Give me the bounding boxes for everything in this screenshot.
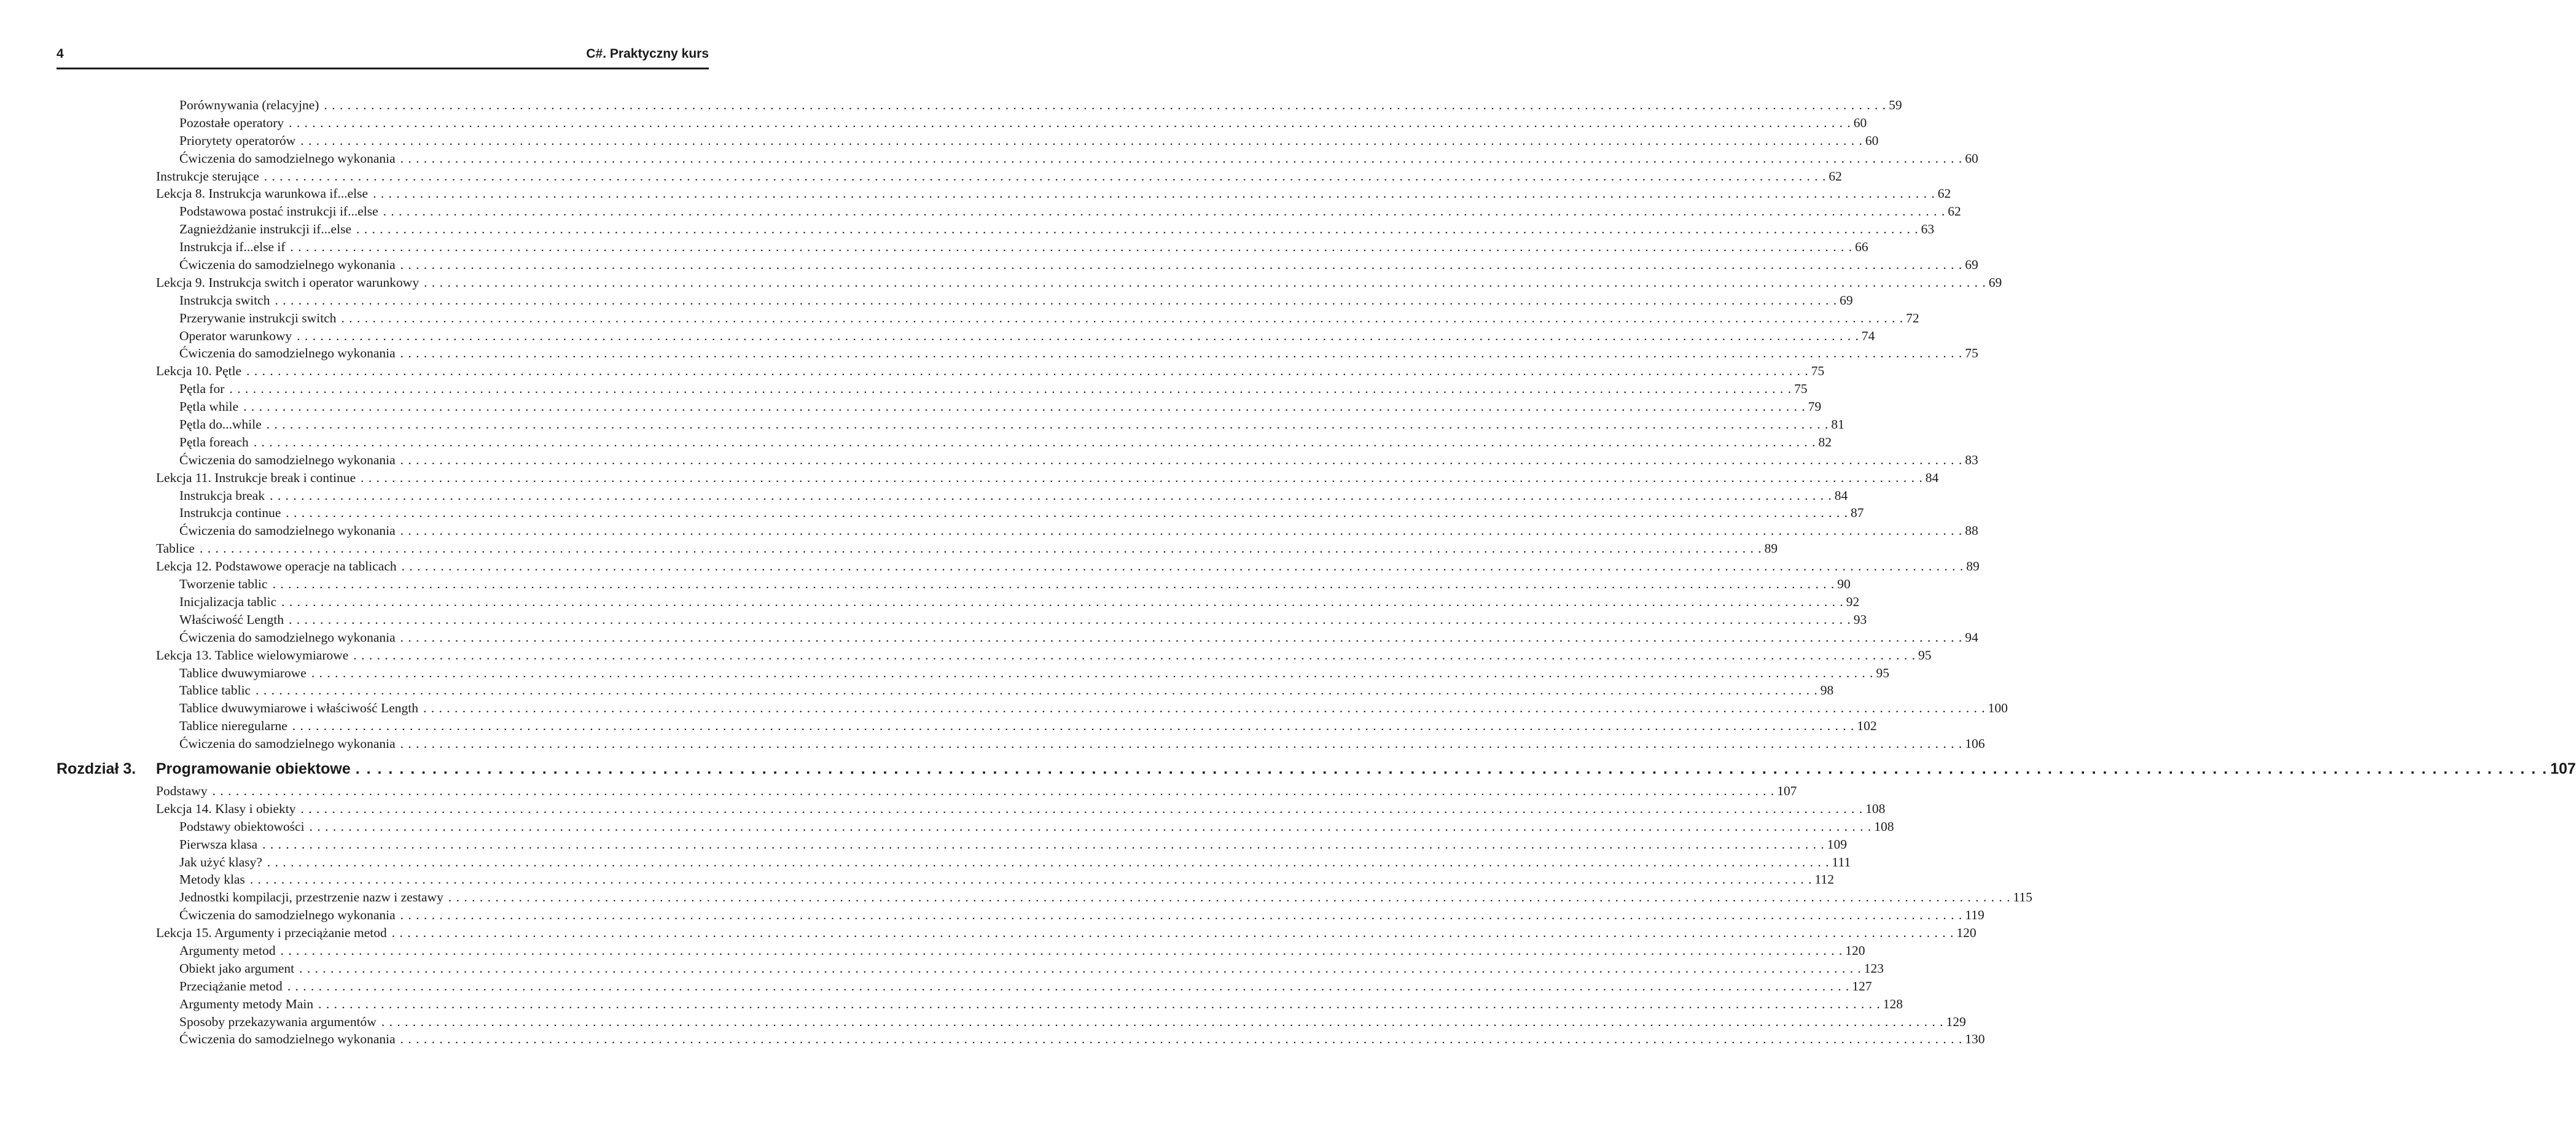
toc-entry-page: 62	[1829, 168, 1842, 184]
toc-entry-page: 128	[1883, 996, 1903, 1011]
toc-entry-page: 62	[1948, 204, 1961, 219]
toc-entry-title: Lekcja 11. Instrukcje break i continue	[156, 470, 356, 485]
dot-leader: . . . . . . . . . . . . . . . . . . . . . . . . . . . . . . . . . . . . . . . . . . . . . . . . . . . . . . . . . . . . . . . . . . . . . . . . . . . . . . . . . . . . . . . . . . . . . . . . . . . . . . . . . . . . . . . . . . . . . . . . . . . . . . . . . . . . . . . . . . . . . . . . . . . . . . . . . . . . . . . . . . . . . . . . . . . . . . . . . . . . . . . . . . . . . . . . . . . . . . . .	[353, 647, 1916, 663]
dot-leader: . . . . . . . . . . . . . . . . . . . . . . . . . . . . . . . . . . . . . . . . . . . . . . . . . . . . . . . . . . . . . . . . . . . . . . . . . . . . . . . . . . . . . . . . . . . . . . . . . . . . . . . . . . . . . . . . . . . . . . . . . . . . . . . . . . . . . . . . . . . . . . . . . . . . . . . . . . . . . . . . . . . . . . . . . . . . . . . . . . . . . . . . . . . . . . . . . . . . . . . .	[286, 505, 1849, 521]
dot-leader: . . . . . . . . . . . . . . . . . . . . . . . . . . . . . . . . . . . . . . . . . . . . . . . . . . . . . . . . . . . . . . . . . . . . . . . . . . . . . . . . . . . . . . . . . . . . . . . . . . . . . . . . . . . . . . . . . . . . . . . . . . . . . . . . . . . . . . . . . . . . . . . . . . . . . . . . . . . . . . . . . . . . . . . . . . . . . . . . . . . . . . . . . . . . . . . . . . . . . . . .	[383, 204, 1946, 219]
toc-entry-title: Pętla do...while	[179, 417, 262, 432]
toc-entry	[57, 380, 1808, 398]
dot-leader: . . . . . . . . . . . . . . . . . . . . . . . . . . . . . . . . . . . . . . . . . . . . . . . . . . . . . . . . . . . . . . . . . . . . . . . . . . . . . . . . . . . . . . . . . . . . . . . . . . . . . . . . . . . . . . . . . . . . . . . . . . . . . . . . . . . . . . . . . . . . . . . . . . . . . . . . . . . . . . . . . . . . . . . . . . . . . . . . . . . . . . . . . . . . . . . . . . . . . . . .	[361, 470, 1923, 485]
toc-entry-page: 88	[1965, 523, 1978, 539]
toc-entry-title: Programowanie obiektowe	[156, 760, 351, 777]
toc-entry-page: 84	[1834, 488, 1848, 503]
dot-leader: . . . . . . . . . . . . . . . . . . . . . . . . . . . . . . . . . . . . . . . . . . . . . . . . . . . . . . . . . . . . . . . . . . . . . . . . . . . . . . . . . . . . . . . . . . . . . . . . . . . . . . . . . . . . . . . . . . . . . . . . . . . . . . . . . . . . . . . . . . . . . . . . . . . . . . . . . . . . . . . . . . . . . . . . . . . . . . . . . . . . . . . . . . . . . . . . . . . . . . . .	[401, 559, 1964, 574]
toc-entry-title: Pętla while	[179, 399, 239, 414]
dot-leader: . . . . . . . . . . . . . . . . . . . . . . . . . . . . . . . . . . . . . . . . . . . . . . . . . . . . . . . . . . . . . . . . . . . . . . . . . . . . . . . . . . . . . . . . . . . . . . . . . . . . . . . . . . . . . . . . . . . . . . . . . . . . . . . . . . . . . . . . . . . . . . . . . . . . . . . . . . . . . . . . . . . . . . . . . . . . . . . . . . . . . . . . . . . . . . . . . . . . . . . .	[267, 854, 1830, 870]
dot-leader: . . . . . . . . . . . . . . . . . . . . . . . . . . . . . . . . . . . . . . . . . . . . . . . . . . . . . . . . . . . . . . . . . . . . . . . . . . . . . . . . . . . . . . . . . . . . . . . . . . . . . . . . . . . . . . . . . . . . . . . . . . . . . . . . . . . . . . . . . . . . . . . . . . . . . . . . . . . . . . . . . . . . . . . . . . . . . . . . . . . . . . . . . . . . . . . . . . . . . . . .	[400, 257, 1963, 273]
toc-entry-title: Ćwiczenia do samodzielnego wykonania	[179, 736, 396, 752]
toc-entry-page: 74	[1861, 328, 1875, 343]
toc-entry	[57, 871, 1834, 889]
toc-entry	[57, 309, 1919, 327]
toc-entry	[57, 1013, 1966, 1031]
dot-leader: . . . . . . . . . . . . . . . . . . . . . . . . . . . . . . . . . . . . . . . . . . . . . . . . . . . . . . . . . . . . . . . . . . . . . . . . . . . . . . . . . . . . . . . . . . . . . . . . . . . . . . . . . . . . . . . . . . . . . . . . . . . . . . . . . . . . . . . . . . . . . . . . . . . . . . . . . . . . . . . . . . . . . . . . . . . . . . . . . . . . . . . . . . . . . . . . . . . . . . . .	[212, 783, 1775, 798]
dot-leader: . . . . . . . . . . . . . . . . . . . . . . . . . . . . . . . . . . . . . . . . . . . . . . . . . . . . . . . . . . . . . . . . . . . . . . . . . . . . . . . . . . . . . . . . . . . . . . . . . . . . . . . . . . . . . . . . . . . . . . . . . . . . . . . . . . . . . . . . . . . . . . . . . . . . . . . . . . . . . . . . . . . . . . . . . . . . . . . . . . . . . . . . . . . . . . . . . . . . . . . .	[300, 801, 1864, 816]
toc-entry	[57, 168, 1842, 185]
toc-entry-title: Ćwiczenia do samodzielnego wykonania	[179, 523, 396, 539]
toc-entry-page: 115	[2013, 890, 2032, 905]
toc-entry-title: Podstawy obiektowości	[179, 819, 305, 834]
toc-entry	[57, 978, 1872, 995]
toc-entry	[57, 504, 1864, 522]
dot-leader: . . . . . . . . . . . . . . . . . . . . . . . . . . . . . . . . . . . . . . . . . . . . . . . . . . . . . . . . . . . . . . . . . . . . . . . . . . . . . . . . . . . . . . . . . . . . . . . . . . . . . . . . . . . . . . . . . . . . . . . . . . . . . . . . . . . . . . . . . . . . . . . . . . . . . . . . . . . . . . . . . . . . . . . . . . . . . . . . . . . . . . . . . . . . . . . . . . . . . . . .	[400, 736, 1963, 752]
toc-entry	[57, 487, 1848, 505]
toc-entry	[57, 132, 1879, 150]
toc-entry-page: 84	[1925, 470, 1939, 485]
toc-entry-page: 112	[1814, 872, 1834, 887]
toc-entry	[57, 185, 1951, 203]
dot-leader: . . . . . . . . . . . . . . . . . . . . . . . . . . . . . . . . . . . . . . . . . . . . . . . . . . . . . . . . . . . . . . . . . . . . . . . . . . . . . . . . . . . . . . . . . . . . . . . . . . . . . . . . . . . . . . . . . . . . . . . . . . . . . . . . . . . . . . . . . . . . . . . . . . . . . . . . . . . . . . . . . . . . . . . . . . . . . . . . . . . . . . . . . . . . . . . . . . . . . . . .	[355, 760, 2548, 777]
toc-entry-page: 95	[1876, 665, 1889, 680]
dot-leader: . . . . . . . . . . . . . . . . . . . . . . . . . . . . . . . . . . . . . . . . . . . . . . . . . . . . . . . . . . . . . . . . . . . . . . . . . . . . . . . . . . . . . . . . . . . . . . . . . . . . . . . . . . . . . . . . . . . . . . . . . . . . . . . . . . . . . . . . . . . . . . . . . . . . . . . . . . . . . . . . . . . . . . . . . . . . . . . . . . . . . . . . . . . . . . . . . . . . . . . .	[391, 925, 1954, 941]
dot-leader: . . . . . . . . . . . . . . . . . . . . . . . . . . . . . . . . . . . . . . . . . . . . . . . . . . . . . . . . . . . . . . . . . . . . . . . . . . . . . . . . . . . . . . . . . . . . . . . . . . . . . . . . . . . . . . . . . . . . . . . . . . . . . . . . . . . . . . . . . . . . . . . . . . . . . . . . . . . . . . . . . . . . . . . . . . . . . . . . . . . . . . . . . . . . . . . . . . . . . . . .	[311, 665, 1874, 680]
toc-entry	[57, 256, 1978, 274]
toc-entry	[57, 575, 1851, 593]
toc-entry-title: Podstawowa postać instrukcji if...else	[179, 204, 378, 219]
toc-entry-page: 109	[1827, 836, 1848, 852]
toc-entry-page: 63	[1921, 222, 1935, 237]
toc-entry-page: 75	[1811, 364, 1825, 379]
dot-leader: . . . . . . . . . . . . . . . . . . . . . . . . . . . . . . . . . . . . . . . . . . . . . . . . . . . . . . . . . . . . . . . . . . . . . . . . . . . . . . . . . . . . . . . . . . . . . . . . . . . . . . . . . . . . . . . . . . . . . . . . . . . . . . . . . . . . . . . . . . . . . . . . . . . . . . . . . . . . . . . . . . . . . . . . . . . . . . . . . . . . . . . . . . . . . . . . . . . . . . . .	[263, 168, 1827, 184]
toc-entry-page: 108	[1874, 819, 1894, 834]
dot-leader: . . . . . . . . . . . . . . . . . . . . . . . . . . . . . . . . . . . . . . . . . . . . . . . . . . . . . . . . . . . . . . . . . . . . . . . . . . . . . . . . . . . . . . . . . . . . . . . . . . . . . . . . . . . . . . . . . . . . . . . . . . . . . . . . . . . . . . . . . . . . . . . . . . . . . . . . . . . . . . . . . . . . . . . . . . . . . . . . . . . . . . . . . . . . . . . . . . . . . . . .	[292, 718, 1855, 734]
toc-entry	[57, 854, 1851, 871]
toc-entry-page: 106	[1965, 736, 1985, 752]
toc-entry-title: Obiekt jako argument	[179, 960, 295, 976]
dot-leader: . . . . . . . . . . . . . . . . . . . . . . . . . . . . . . . . . . . . . . . . . . . . . . . . . . . . . . . . . . . . . . . . . . . . . . . . . . . . . . . . . . . . . . . . . . . . . . . . . . . . . . . . . . . . . . . . . . . . . . . . . . . . . . . . . . . . . . . . . . . . . . . . . . . . . . . . . . . . . . . . . . . . . . . . . . . . . . . . . . . . . . . . . . . . . . . . . . . . . . . .	[281, 594, 1844, 609]
dot-leader: . . . . . . . . . . . . . . . . . . . . . . . . . . . . . . . . . . . . . . . . . . . . . . . . . . . . . . . . . . . . . . . . . . . . . . . . . . . . . . . . . . . . . . . . . . . . . . . . . . . . . . . . . . . . . . . . . . . . . . . . . . . . . . . . . . . . . . . . . . . . . . . . . . . . . . . . . . . . . . . . . . . . . . . . . . . . . . . . . . . . . . . . . . . . . . . . . . . . . . . .	[256, 683, 1818, 698]
toc-entry	[57, 558, 1980, 575]
toc-entry	[57, 1030, 1985, 1048]
toc-entry-page: 60	[1853, 115, 1867, 130]
toc-entry-title: Argumenty metod	[179, 943, 276, 958]
toc-entry-page: 108	[1865, 801, 1886, 816]
dot-leader: . . . . . . . . . . . . . . . . . . . . . . . . . . . . . . . . . . . . . . . . . . . . . . . . . . . . . . . . . . . . . . . . . . . . . . . . . . . . . . . . . . . . . . . . . . . . . . . . . . . . . . . . . . . . . . . . . . . . . . . . . . . . . . . . . . . . . . . . . . . . . . . . . . . . . . . . . . . . . . . . . . . . . . . . . . . . . . . . . . . . . . . . . . . . . . . . . . . . . . . .	[243, 399, 1806, 414]
toc-entry-page: 107	[2550, 760, 2576, 777]
dot-leader: . . . . . . . . . . . . . . . . . . . . . . . . . . . . . . . . . . . . . . . . . . . . . . . . . . . . . . . . . . . . . . . . . . . . . . . . . . . . . . . . . . . . . . . . . . . . . . . . . . . . . . . . . . . . . . . . . . . . . . . . . . . . . . . . . . . . . . . . . . . . . . . . . . . . . . . . . . . . . . . . . . . . . . . . . . . . . . . . . . . . . . . . . . . . . . . . . . . . . . . .	[246, 364, 1809, 379]
toc-entry-title: Tworzenie tablic	[179, 577, 268, 592]
toc-entry	[57, 203, 1961, 220]
toc-entry-title: Sposoby przekazywania argumentów	[179, 1014, 377, 1029]
toc-entry-page: 69	[1840, 292, 1853, 308]
toc-entry-page: 102	[1857, 718, 1877, 734]
toc-entry	[57, 292, 1853, 309]
dot-leader: . . . . . . . . . . . . . . . . . . . . . . . . . . . . . . . . . . . . . . . . . . . . . . . . . . . . . . . . . . . . . . . . . . . . . . . . . . . . . . . . . . . . . . . . . . . . . . . . . . . . . . . . . . . . . . . . . . . . . . . . . . . . . . . . . . . . . . . . . . . . . . . . . . . . . . . . . . . . . . . . . . . . . . . . . . . . . . . . . . . . . . . . . . . . . . . . . . . . . . . .	[400, 346, 1963, 361]
toc-entry-page: 127	[1852, 978, 1872, 994]
toc-entry-page: 81	[1831, 417, 1844, 432]
toc-entry-page: 72	[1906, 310, 1919, 325]
toc-chapter-entry	[57, 755, 2576, 782]
toc-entry-page: 92	[1846, 594, 1860, 609]
toc-entry-page: 119	[1965, 908, 1985, 923]
page-number: 4	[57, 47, 64, 61]
toc-entry-title: Argumenty metody Main	[179, 996, 314, 1011]
dot-leader: . . . . . . . . . . . . . . . . . . . . . . . . . . . . . . . . . . . . . . . . . . . . . . . . . . . . . . . . . . . . . . . . . . . . . . . . . . . . . . . . . . . . . . . . . . . . . . . . . . . . . . . . . . . . . . . . . . . . . . . . . . . . . . . . . . . . . . . . . . . . . . . . . . . . . . . . . . . . . . . . . . . . . . . . . . . . . . . . . . . . . . . . . . . . . . . . . . . . . . . .	[300, 133, 1863, 148]
toc-entry	[57, 150, 1978, 168]
dot-leader: . . . . . . . . . . . . . . . . . . . . . . . . . . . . . . . . . . . . . . . . . . . . . . . . . . . . . . . . . . . . . . . . . . . . . . . . . . . . . . . . . . . . . . . . . . . . . . . . . . . . . . . . . . . . . . . . . . . . . . . . . . . . . . . . . . . . . . . . . . . . . . . . . . . . . . . . . . . . . . . . . . . . . . . . . . . . . . . . . . . . . . . . . . . . . . . . . . . . . . . .	[289, 115, 1851, 130]
toc-entry-title: Tablice tablic	[179, 683, 251, 698]
toc-entry-title: Operator warunkowy	[179, 328, 292, 343]
dot-leader: . . . . . . . . . . . . . . . . . . . . . . . . . . . . . . . . . . . . . . . . . . . . . . . . . . . . . . . . . . . . . . . . . . . . . . . . . . . . . . . . . . . . . . . . . . . . . . . . . . . . . . . . . . . . . . . . . . . . . . . . . . . . . . . . . . . . . . . . . . . . . . . . . . . . . . . . . . . . . . . . . . . . . . . . . . . . . . . . . . . . . . . . . . . . . . . . . . . . . . . .	[272, 577, 1835, 592]
dot-leader: . . . . . . . . . . . . . . . . . . . . . . . . . . . . . . . . . . . . . . . . . . . . . . . . . . . . . . . . . . . . . . . . . . . . . . . . . . . . . . . . . . . . . . . . . . . . . . . . . . . . . . . . . . . . . . . . . . . . . . . . . . . . . . . . . . . . . . . . . . . . . . . . . . . . . . . . . . . . . . . . . . . . . . . . . . . . . . . . . . . . . . . . . . . . . . . . . . . . . . . .	[262, 836, 1825, 852]
toc-entry-page: 89	[1764, 541, 1778, 556]
toc-entry-title: Tablice	[156, 541, 195, 556]
dot-leader: . . . . . . . . . . . . . . . . . . . . . . . . . . . . . . . . . . . . . . . . . . . . . . . . . . . . . . . . . . . . . . . . . . . . . . . . . . . . . . . . . . . . . . . . . . . . . . . . . . . . . . . . . . . . . . . . . . . . . . . . . . . . . . . . . . . . . . . . . . . . . . . . . . . . . . . . . . . . . . . . . . . . . . . . . . . . . . . . . . . . . . . . . . . . . . . . . . . . . . . .	[199, 541, 1762, 556]
toc-entry-page: 90	[1837, 577, 1851, 592]
toc-entry-title: Jak użyć klasy?	[179, 854, 262, 870]
toc-entry-title: Lekcja 15. Argumenty i przeciążanie metod	[156, 925, 387, 941]
toc-entry-title: Podstawy	[156, 783, 208, 798]
toc-entry	[57, 800, 1886, 818]
toc-entry-page: 60	[1965, 150, 1978, 166]
dot-leader: . . . . . . . . . . . . . . . . . . . . . . . . . . . . . . . . . . . . . . . . . . . . . . . . . . . . . . . . . . . . . . . . . . . . . . . . . . . . . . . . . . . . . . . . . . . . . . . . . . . . . . . . . . . . . . . . . . . . . . . . . . . . . . . . . . . . . . . . . . . . . . . . . . . . . . . . . . . . . . . . . . . . . . . . . . . . . . . . . . . . . . . . . . . . . . . . . . . . . . . .	[290, 239, 1853, 255]
toc-entry-page: 120	[1845, 943, 1865, 958]
toc-entry-title: Ćwiczenia do samodzielnego wykonania	[179, 150, 396, 166]
toc-entry-title: Instrukcja break	[179, 488, 265, 503]
toc-entry-page: 87	[1851, 505, 1864, 521]
toc-entry	[57, 836, 1848, 854]
dot-leader: . . . . . . . . . . . . . . . . . . . . . . . . . . . . . . . . . . . . . . . . . . . . . . . . . . . . . . . . . . . . . . . . . . . . . . . . . . . . . . . . . . . . . . . . . . . . . . . . . . . . . . . . . . . . . . . . . . . . . . . . . . . . . . . . . . . . . . . . . . . . . . . . . . . . . . . . . . . . . . . . . . . . . . . . . . . . . . . . . . . . . . . . . . . . . . . . . . . . . . . .	[400, 908, 1963, 923]
toc-entry	[57, 735, 1985, 753]
toc-entry-page: 83	[1965, 452, 1978, 467]
toc-entry-title: Instrukcja continue	[179, 505, 281, 521]
toc-entry	[57, 96, 1902, 114]
toc-entry-title: Ćwiczenia do samodzielnego wykonania	[179, 257, 396, 273]
toc-entry-title: Lekcja 9. Instrukcja switch i operator warunkowy	[156, 274, 420, 290]
dot-leader: . . . . . . . . . . . . . . . . . . . . . . . . . . . . . . . . . . . . . . . . . . . . . . . . . . . . . . . . . . . . . . . . . . . . . . . . . . . . . . . . . . . . . . . . . . . . . . . . . . . . . . . . . . . . . . . . . . . . . . . . . . . . . . . . . . . . . . . . . . . . . . . . . . . . . . . . . . . . . . . . . . . . . . . . . . . . . . . . . . . . . . . . . . . . . . . . . . . . . . . .	[400, 150, 1963, 166]
toc-entry-page: 69	[1965, 257, 1978, 273]
toc-entry-page: 100	[1988, 701, 2008, 716]
toc-entry-title: Właściwość Length	[179, 612, 284, 627]
toc-entry-page: 107	[1777, 783, 1797, 798]
dot-leader: . . . . . . . . . . . . . . . . . . . . . . . . . . . . . . . . . . . . . . . . . . . . . . . . . . . . . . . . . . . . . . . . . . . . . . . . . . . . . . . . . . . . . . . . . . . . . . . . . . . . . . . . . . . . . . . . . . . . . . . . . . . . . . . . . . . . . . . . . . . . . . . . . . . . . . . . . . . . . . . . . . . . . . . . . . . . . . . . . . . . . . . . . . . . . . . . . . . . . . . .	[448, 890, 2011, 905]
toc-entry	[57, 995, 1903, 1013]
toc-entry-title: Lekcja 8. Instrukcja warunkowa if...else	[156, 186, 369, 201]
toc-entry-title: Ćwiczenia do samodzielnego wykonania	[179, 346, 396, 361]
toc-entry-title: Lekcja 13. Tablice wielowymiarowe	[156, 647, 349, 663]
toc-entry-title: Inicjalizacja tablic	[179, 594, 277, 609]
book-title: C#. Praktyczny kurs	[586, 47, 709, 61]
toc-entry	[57, 274, 2002, 292]
toc-entry-page: 94	[1965, 629, 1978, 645]
toc-entry-title: Instrukcja if...else if	[179, 239, 286, 255]
toc-entry-page: 79	[1808, 399, 1822, 414]
dot-leader: . . . . . . . . . . . . . . . . . . . . . . . . . . . . . . . . . . . . . . . . . . . . . . . . . . . . . . . . . . . . . . . . . . . . . . . . . . . . . . . . . . . . . . . . . . . . . . . . . . . . . . . . . . . . . . . . . . . . . . . . . . . . . . . . . . . . . . . . . . . . . . . . . . . . . . . . . . . . . . . . . . . . . . . . . . . . . . . . . . . . . . . . . . . . . . . . . . . . . . . .	[424, 274, 1986, 290]
toc-entry-title: Ćwiczenia do samodzielnego wykonania	[179, 1032, 396, 1047]
toc-entry-page: 75	[1965, 346, 1978, 361]
dot-leader: . . . . . . . . . . . . . . . . . . . . . . . . . . . . . . . . . . . . . . . . . . . . . . . . . . . . . . . . . . . . . . . . . . . . . . . . . . . . . . . . . . . . . . . . . . . . . . . . . . . . . . . . . . . . . . . . . . . . . . . . . . . . . . . . . . . . . . . . . . . . . . . . . . . . . . . . . . . . . . . . . . . . . . . . . . . . . . . . . . . . . . . . . . . . . . . . . . . . . . . .	[280, 943, 1843, 958]
toc-entry-page: 123	[1864, 960, 1884, 976]
toc-entry	[57, 942, 1865, 960]
dot-leader: . . . . . . . . . . . . . . . . . . . . . . . . . . . . . . . . . . . . . . . . . . . . . . . . . . . . . . . . . . . . . . . . . . . . . . . . . . . . . . . . . . . . . . . . . . . . . . . . . . . . . . . . . . . . . . . . . . . . . . . . . . . . . . . . . . . . . . . . . . . . . . . . . . . . . . . . . . . . . . . . . . . . . . . . . . . . . . . . . . . . . . . . . . . . . . . . . . . . . . . .	[373, 186, 1935, 201]
dot-leader: . . . . . . . . . . . . . . . . . . . . . . . . . . . . . . . . . . . . . . . . . . . . . . . . . . . . . . . . . . . . . . . . . . . . . . . . . . . . . . . . . . . . . . . . . . . . . . . . . . . . . . . . . . . . . . . . . . . . . . . . . . . . . . . . . . . . . . . . . . . . . . . . . . . . . . . . . . . . . . . . . . . . . . . . . . . . . . . . . . . . . . . . . . . . . . . . . . . . . . . .	[249, 872, 1813, 887]
toc-entry-title: Pętla foreach	[179, 434, 249, 449]
toc-entry-title: Ćwiczenia do samodzielnego wykonania	[179, 908, 396, 923]
toc-entry-page: 111	[1832, 854, 1851, 870]
toc-entry-page: 75	[1794, 381, 1808, 397]
dot-leader: . . . . . . . . . . . . . . . . . . . . . . . . . . . . . . . . . . . . . . . . . . . . . . . . . . . . . . . . . . . . . . . . . . . . . . . . . . . . . . . . . . . . . . . . . . . . . . . . . . . . . . . . . . . . . . . . . . . . . . . . . . . . . . . . . . . . . . . . . . . . . . . . . . . . . . . . . . . . . . . . . . . . . . . . . . . . . . . . . . . . . . . . . . . . . . . . . . . . . . . .	[275, 292, 1838, 308]
dot-leader: . . . . . . . . . . . . . . . . . . . . . . . . . . . . . . . . . . . . . . . . . . . . . . . . . . . . . . . . . . . . . . . . . . . . . . . . . . . . . . . . . . . . . . . . . . . . . . . . . . . . . . . . . . . . . . . . . . . . . . . . . . . . . . . . . . . . . . . . . . . . . . . . . . . . . . . . . . . . . . . . . . . . . . . . . . . . . . . . . . . . . . . . . . . . . . . . . . . . . . . .	[299, 960, 1862, 976]
toc-entry	[57, 451, 1978, 469]
dot-leader: . . . . . . . . . . . . . . . . . . . . . . . . . . . . . . . . . . . . . . . . . . . . . . . . . . . . . . . . . . . . . . . . . . . . . . . . . . . . . . . . . . . . . . . . . . . . . . . . . . . . . . . . . . . . . . . . . . . . . . . . . . . . . . . . . . . . . . . . . . . . . . . . . . . . . . . . . . . . . . . . . . . . . . . . . . . . . . . . . . . . . . . . . . . . . . . . . . . . . . . .	[400, 452, 1963, 467]
toc-entry-page: 129	[1946, 1014, 1966, 1029]
dot-leader: . . . . . . . . . . . . . . . . . . . . . . . . . . . . . . . . . . . . . . . . . . . . . . . . . . . . . . . . . . . . . . . . . . . . . . . . . . . . . . . . . . . . . . . . . . . . . . . . . . . . . . . . . . . . . . . . . . . . . . . . . . . . . . . . . . . . . . . . . . . . . . . . . . . . . . . . . . . . . . . . . . . . . . . . . . . . . . . . . . . . . . . . . . . . . . . . . . . . . . . .	[297, 328, 1859, 343]
toc-entry	[57, 398, 1822, 416]
toc-entry	[57, 522, 1978, 540]
toc-entry-page: 130	[1965, 1032, 1985, 1047]
toc-entry	[57, 717, 1877, 735]
toc-entry-title: Priorytety operatorów	[179, 133, 296, 148]
dot-leader: . . . . . . . . . . . . . . . . . . . . . . . . . . . . . . . . . . . . . . . . . . . . . . . . . . . . . . . . . . . . . . . . . . . . . . . . . . . . . . . . . . . . . . . . . . . . . . . . . . . . . . . . . . . . . . . . . . . . . . . . . . . . . . . . . . . . . . . . . . . . . . . . . . . . . . . . . . . . . . . . . . . . . . . . . . . . . . . . . . . . . . . . . . . . . . . . . . . . . . . .	[400, 523, 1963, 539]
toc-entry-page: 93	[1853, 612, 1867, 627]
toc-entry-page: 82	[1818, 434, 1832, 449]
dot-leader: . . . . . . . . . . . . . . . . . . . . . . . . . . . . . . . . . . . . . . . . . . . . . . . . . . . . . . . . . . . . . . . . . . . . . . . . . . . . . . . . . . . . . . . . . . . . . . . . . . . . . . . . . . . . . . . . . . . . . . . . . . . . . . . . . . . . . . . . . . . . . . . . . . . . . . . . . . . . . . . . . . . . . . . . . . . . . . . . . . . . . . . . . . . . . . . . . . . . . . . .	[356, 222, 1919, 237]
dot-leader: . . . . . . . . . . . . . . . . . . . . . . . . . . . . . . . . . . . . . . . . . . . . . . . . . . . . . . . . . . . . . . . . . . . . . . . . . . . . . . . . . . . . . . . . . . . . . . . . . . . . . . . . . . . . . . . . . . . . . . . . . . . . . . . . . . . . . . . . . . . . . . . . . . . . . . . . . . . . . . . . . . . . . . . . . . . . . . . . . . . . . . . . . . . . . . . . . . . . . . . .	[289, 612, 1851, 627]
dot-leader: . . . . . . . . . . . . . . . . . . . . . . . . . . . . . . . . . . . . . . . . . . . . . . . . . . . . . . . . . . . . . . . . . . . . . . . . . . . . . . . . . . . . . . . . . . . . . . . . . . . . . . . . . . . . . . . . . . . . . . . . . . . . . . . . . . . . . . . . . . . . . . . . . . . . . . . . . . . . . . . . . . . . . . . . . . . . . . . . . . . . . . . . . . . . . . . . . . . . . . . .	[287, 978, 1850, 994]
toc-entry-title: Tablice dwuwymiarowe i właściwość Length	[179, 701, 418, 716]
toc-entry	[57, 114, 1867, 132]
toc-entry	[57, 960, 1884, 978]
dot-leader: . . . . . . . . . . . . . . . . . . . . . . . . . . . . . . . . . . . . . . . . . . . . . . . . . . . . . . . . . . . . . . . . . . . . . . . . . . . . . . . . . . . . . . . . . . . . . . . . . . . . . . . . . . . . . . . . . . . . . . . . . . . . . . . . . . . . . . . . . . . . . . . . . . . . . . . . . . . . . . . . . . . . . . . . . . . . . . . . . . . . . . . . . . . . . . . . . . . . . . . .	[400, 629, 1963, 645]
toc-entry-title: Pętla for	[179, 381, 225, 397]
toc-entry	[57, 818, 1894, 836]
dot-leader: . . . . . . . . . . . . . . . . . . . . . . . . . . . . . . . . . . . . . . . . . . . . . . . . . . . . . . . . . . . . . . . . . . . . . . . . . . . . . . . . . . . . . . . . . . . . . . . . . . . . . . . . . . . . . . . . . . . . . . . . . . . . . . . . . . . . . . . . . . . . . . . . . . . . . . . . . . . . . . . . . . . . . . . . . . . . . . . . . . . . . . . . . . . . . . . . . . . . . . . .	[324, 98, 1887, 112]
table-of-contents	[57, 96, 2576, 1048]
toc-entry	[57, 593, 1860, 611]
toc-entry	[57, 220, 1935, 238]
toc-entry	[57, 238, 1868, 256]
toc-entry-title: Ćwiczenia do samodzielnego wykonania	[179, 629, 396, 645]
toc-entry	[57, 924, 1977, 942]
toc-entry-title: Tablice nieregularne	[179, 718, 287, 734]
toc-entry	[57, 682, 1834, 699]
toc-entry-title: Zagnieżdżanie instrukcji if...else	[179, 222, 351, 237]
toc-entry-title: Lekcja 10. Pętle	[156, 364, 242, 379]
toc-entry	[57, 782, 1797, 800]
toc-entry-page: 60	[1865, 133, 1879, 148]
toc-entry	[57, 362, 1825, 380]
toc-entry	[57, 664, 1889, 682]
dot-leader: . . . . . . . . . . . . . . . . . . . . . . . . . . . . . . . . . . . . . . . . . . . . . . . . . . . . . . . . . . . . . . . . . . . . . . . . . . . . . . . . . . . . . . . . . . . . . . . . . . . . . . . . . . . . . . . . . . . . . . . . . . . . . . . . . . . . . . . . . . . . . . . . . . . . . . . . . . . . . . . . . . . . . . . . . . . . . . . . . . . . . . . . . . . . . . . . . . . . . . . .	[400, 1032, 1963, 1047]
toc-entry	[57, 889, 2032, 906]
toc-entry-page: 59	[1889, 98, 1902, 112]
dot-leader: . . . . . . . . . . . . . . . . . . . . . . . . . . . . . . . . . . . . . . . . . . . . . . . . . . . . . . . . . . . . . . . . . . . . . . . . . . . . . . . . . . . . . . . . . . . . . . . . . . . . . . . . . . . . . . . . . . . . . . . . . . . . . . . . . . . . . . . . . . . . . . . . . . . . . . . . . . . . . . . . . . . . . . . . . . . . . . . . . . . . . . . . . . . . . . . . . . . . . . . .	[270, 488, 1832, 503]
toc-entry-title: Pierwsza klasa	[179, 836, 258, 852]
toc-entry-page: 89	[1966, 559, 1980, 574]
dot-leader: . . . . . . . . . . . . . . . . . . . . . . . . . . . . . . . . . . . . . . . . . . . . . . . . . . . . . . . . . . . . . . . . . . . . . . . . . . . . . . . . . . . . . . . . . . . . . . . . . . . . . . . . . . . . . . . . . . . . . . . . . . . . . . . . . . . . . . . . . . . . . . . . . . . . . . . . . . . . . . . . . . . . . . . . . . . . . . . . . . . . . . . . . . . . . . . . . . . . . . . .	[381, 1014, 1944, 1029]
dot-leader: . . . . . . . . . . . . . . . . . . . . . . . . . . . . . . . . . . . . . . . . . . . . . . . . . . . . . . . . . . . . . . . . . . . . . . . . . . . . . . . . . . . . . . . . . . . . . . . . . . . . . . . . . . . . . . . . . . . . . . . . . . . . . . . . . . . . . . . . . . . . . . . . . . . . . . . . . . . . . . . . . . . . . . . . . . . . . . . . . . . . . . . . . . . . . . . . . . . . . . . .	[309, 819, 1872, 834]
toc-entry	[57, 416, 1844, 434]
page-header	[57, 43, 709, 69]
toc-entry	[57, 629, 1978, 647]
chapter-label: Rozdział 3.	[57, 760, 136, 777]
toc-entry-page: 69	[1988, 274, 2002, 290]
toc-entry-title: Pozostałe operatory	[179, 115, 284, 130]
dot-leader: . . . . . . . . . . . . . . . . . . . . . . . . . . . . . . . . . . . . . . . . . . . . . . . . . . . . . . . . . . . . . . . . . . . . . . . . . . . . . . . . . . . . . . . . . . . . . . . . . . . . . . . . . . . . . . . . . . . . . . . . . . . . . . . . . . . . . . . . . . . . . . . . . . . . . . . . . . . . . . . . . . . . . . . . . . . . . . . . . . . . . . . . . . . . . . . . . . . . . . . .	[253, 434, 1816, 449]
toc-entry-page: 66	[1855, 239, 1868, 255]
toc-entry-page: 62	[1937, 186, 1951, 201]
toc-entry-page: 95	[1918, 647, 1932, 663]
toc-entry-title: Ćwiczenia do samodzielnego wykonania	[179, 452, 396, 467]
toc-entry-title: Instrukcja switch	[179, 292, 270, 308]
toc-entry	[57, 540, 1778, 558]
toc-entry-page: 120	[1956, 925, 1977, 941]
dot-leader: . . . . . . . . . . . . . . . . . . . . . . . . . . . . . . . . . . . . . . . . . . . . . . . . . . . . . . . . . . . . . . . . . . . . . . . . . . . . . . . . . . . . . . . . . . . . . . . . . . . . . . . . . . . . . . . . . . . . . . . . . . . . . . . . . . . . . . . . . . . . . . . . . . . . . . . . . . . . . . . . . . . . . . . . . . . . . . . . . . . . . . . . . . . . . . . . . . . . . . . .	[266, 417, 1829, 432]
toc-entry	[57, 327, 1875, 345]
dot-leader: . . . . . . . . . . . . . . . . . . . . . . . . . . . . . . . . . . . . . . . . . . . . . . . . . . . . . . . . . . . . . . . . . . . . . . . . . . . . . . . . . . . . . . . . . . . . . . . . . . . . . . . . . . . . . . . . . . . . . . . . . . . . . . . . . . . . . . . . . . . . . . . . . . . . . . . . . . . . . . . . . . . . . . . . . . . . . . . . . . . . . . . . . . . . . . . . . . . . . . . .	[423, 701, 1986, 716]
toc-entry-title: Lekcja 14. Klasy i obiekty	[156, 801, 296, 816]
toc-entry-page: 98	[1820, 683, 1834, 698]
toc-entry	[57, 344, 1978, 362]
toc-entry	[57, 699, 2008, 717]
toc-entry-title: Jednostki kompilacji, przestrzenie nazw i zestawy	[179, 890, 443, 905]
toc-entry	[57, 611, 1867, 629]
toc-entry	[57, 906, 1985, 924]
toc-entry-title: Instrukcje sterujące	[156, 168, 259, 184]
dot-leader: . . . . . . . . . . . . . . . . . . . . . . . . . . . . . . . . . . . . . . . . . . . . . . . . . . . . . . . . . . . . . . . . . . . . . . . . . . . . . . . . . . . . . . . . . . . . . . . . . . . . . . . . . . . . . . . . . . . . . . . . . . . . . . . . . . . . . . . . . . . . . . . . . . . . . . . . . . . . . . . . . . . . . . . . . . . . . . . . . . . . . . . . . . . . . . . . . . . . . . . .	[229, 381, 1792, 397]
toc-entry-title: Przerywanie instrukcji switch	[179, 310, 337, 325]
toc-entry-title: Porównywania (relacyjne)	[179, 98, 319, 112]
dot-leader: . . . . . . . . . . . . . . . . . . . . . . . . . . . . . . . . . . . . . . . . . . . . . . . . . . . . . . . . . . . . . . . . . . . . . . . . . . . . . . . . . . . . . . . . . . . . . . . . . . . . . . . . . . . . . . . . . . . . . . . . . . . . . . . . . . . . . . . . . . . . . . . . . . . . . . . . . . . . . . . . . . . . . . . . . . . . . . . . . . . . . . . . . . . . . . . . . . . . . . . .	[341, 310, 1904, 325]
toc-entry-title: Metody klas	[179, 872, 245, 887]
dot-leader: . . . . . . . . . . . . . . . . . . . . . . . . . . . . . . . . . . . . . . . . . . . . . . . . . . . . . . . . . . . . . . . . . . . . . . . . . . . . . . . . . . . . . . . . . . . . . . . . . . . . . . . . . . . . . . . . . . . . . . . . . . . . . . . . . . . . . . . . . . . . . . . . . . . . . . . . . . . . . . . . . . . . . . . . . . . . . . . . . . . . . . . . . . . . . . . . . . . . . . . .	[318, 996, 1881, 1011]
toc-entry	[57, 469, 1939, 487]
toc-entry-title: Lekcja 12. Podstawowe operacje na tablicach	[156, 559, 397, 574]
toc-entry	[57, 434, 1832, 451]
toc-entry-title: Tablice dwuwymiarowe	[179, 665, 306, 680]
toc-entry-title: Przeciążanie metod	[179, 978, 283, 994]
toc-entry	[57, 647, 1932, 664]
